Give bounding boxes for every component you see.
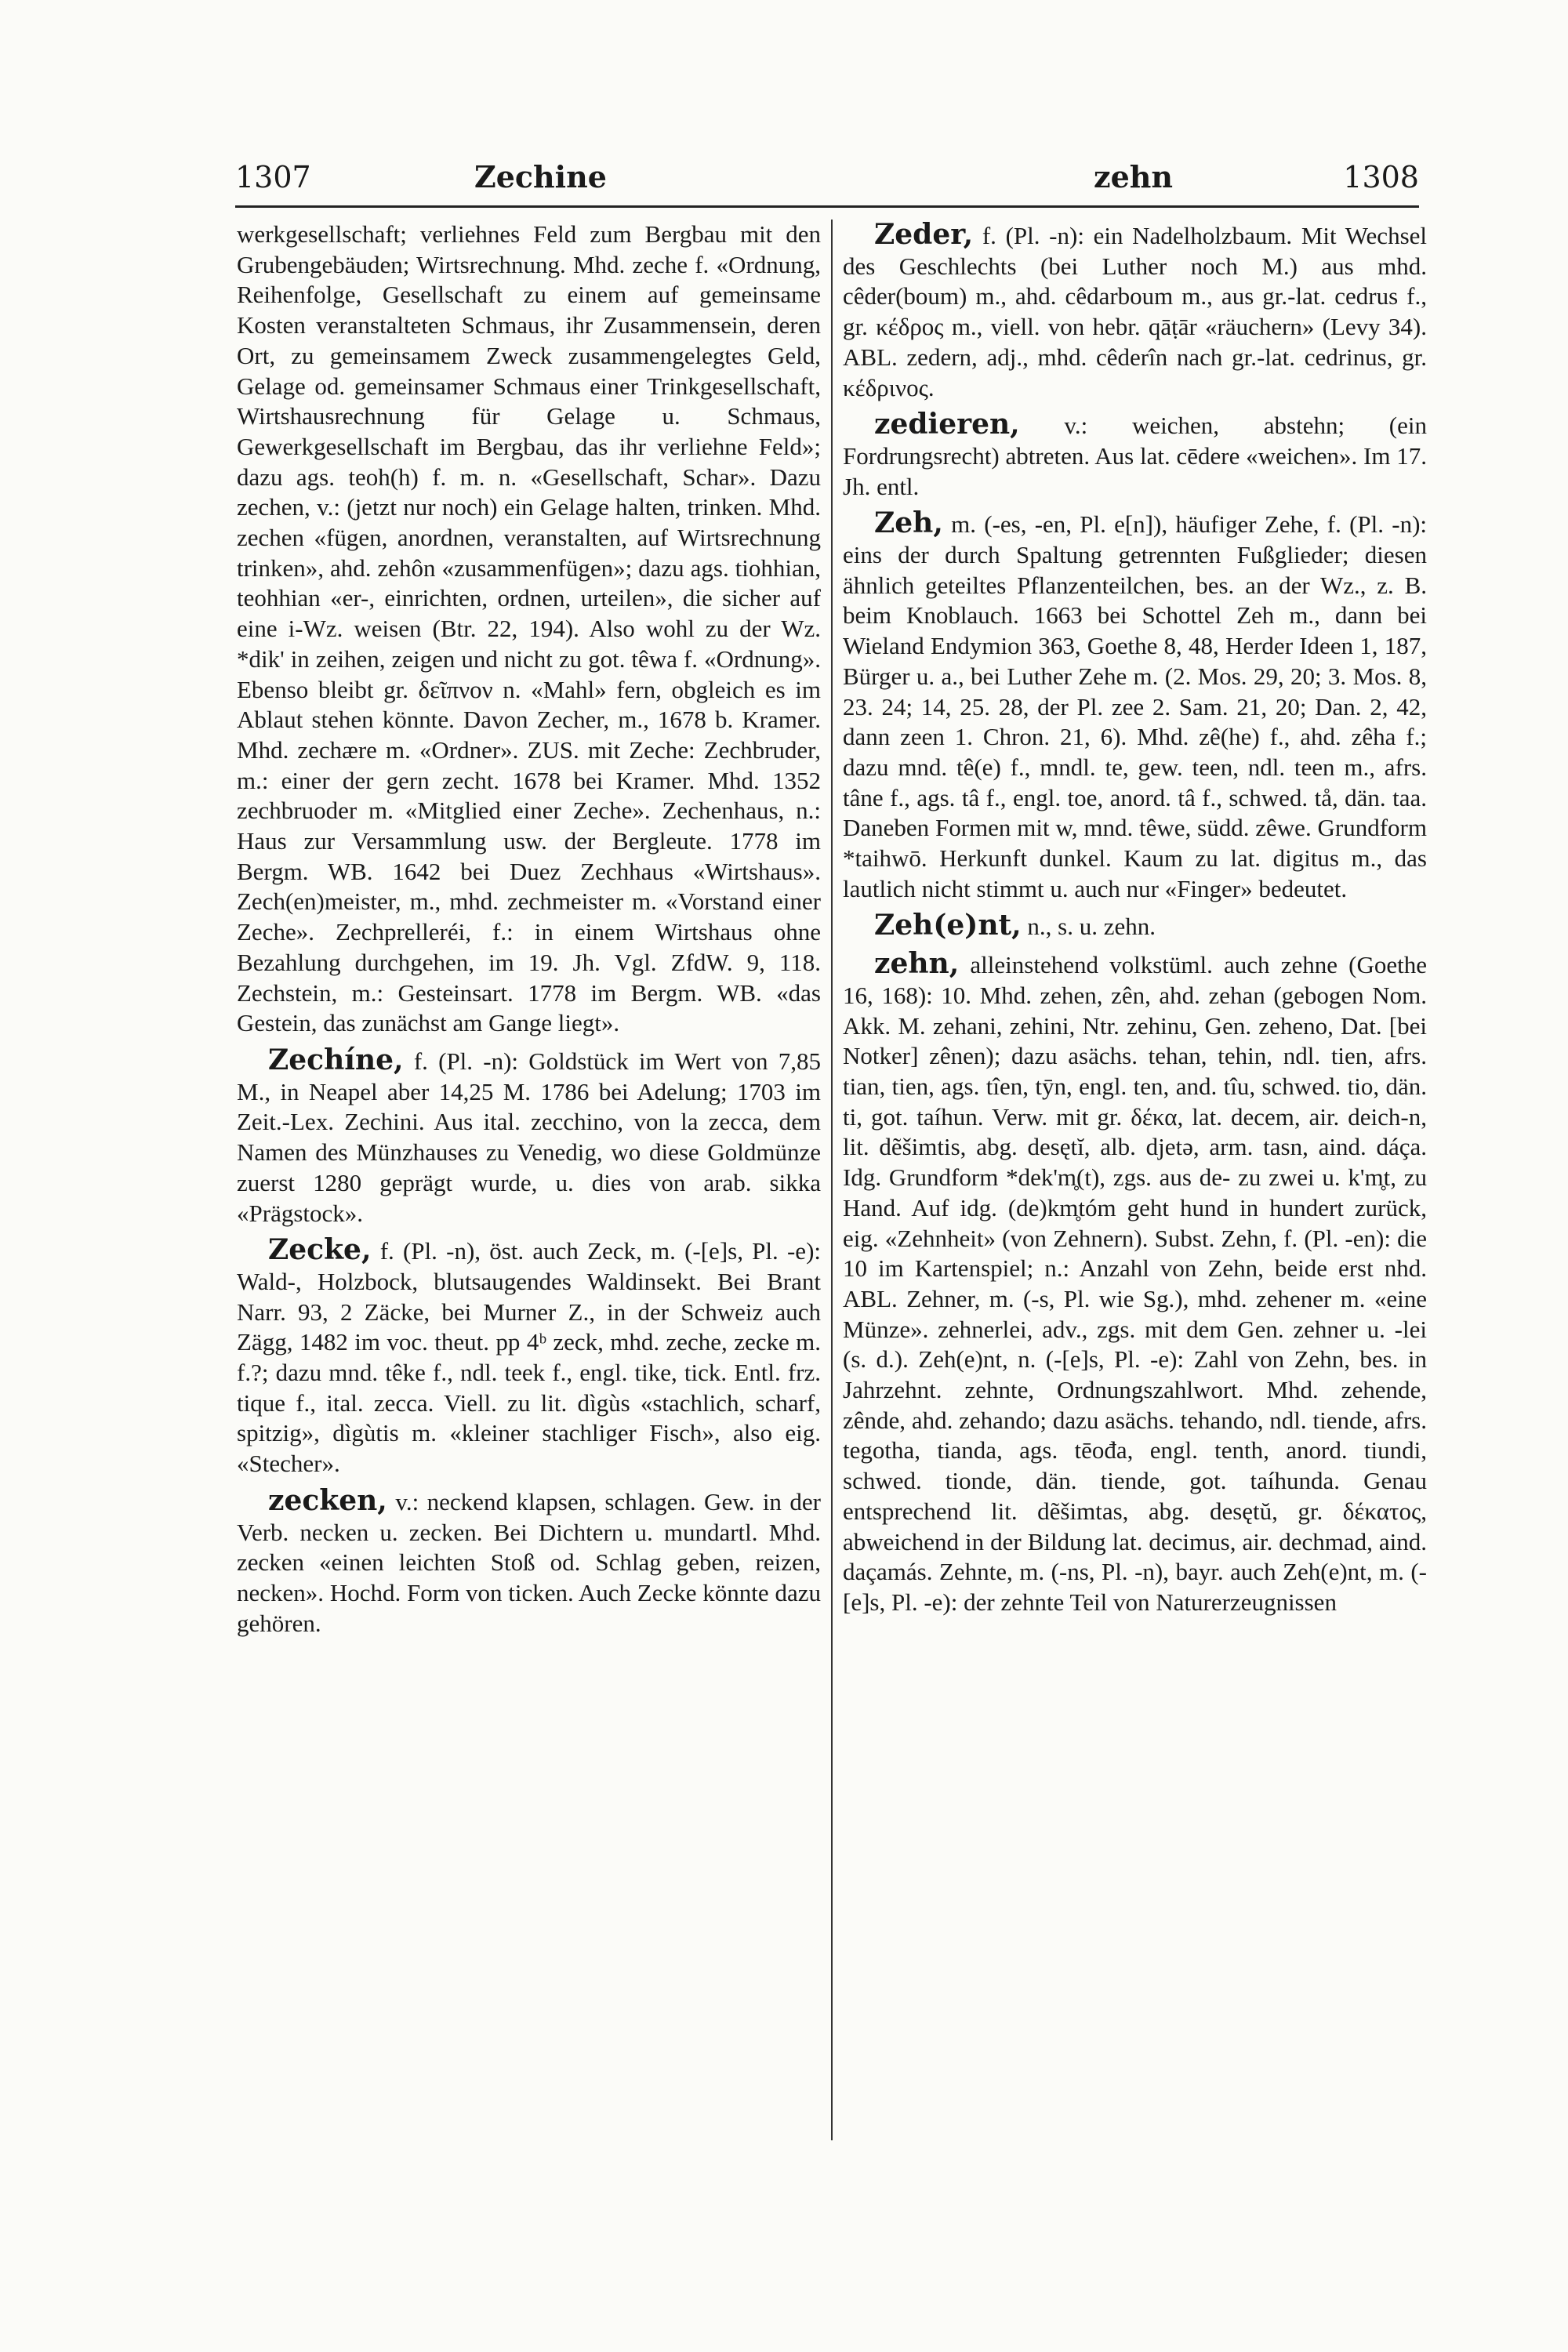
running-header: [235, 155, 1419, 199]
entry-text: f. (Pl. -n): ein Nadelholzbaum. Mit Wechsel des Geschlechts (bei Luther noch M.) aus mhd. cêder(boum) m., ahd. cêdarboum m., aus gr.-lat. cedrus f., gr. κέδρος m., viell. von hebr. qāṭār «räuchern» (Levy 34). ABL. zedern, adj., mhd. cêderîn nach gr.-lat. cedrinus, gr. κέδρινος.: [843, 222, 1428, 401]
left-column: [237, 220, 821, 1639]
dictionary-entry-zeh: [843, 508, 1427, 904]
entry-text: m. (-es, -en, Pl. e[n]), häufiger Zehe, f. (Pl. -n): eins der durch Spaltung getrennten Fußglieder; diesen ähnlich geteiltes Pflanzenteilchen, bes. an der Wz., z. B. beim Knoblauch. 1663 bei Schottel Zeh m., dann bei Wieland Endymion 363, Goethe 8, 48, Herder Ideen 1, 187, Bürger u. a., bei Luther Zehe m. (2. Mos. 29, 20; 3. Mos. 8, 23. 24; 14, 25. 28, der Pl. zee 2. Sam. 21, 20; Dan. 2, 42, dann zeen 1. Chron. 21, 6). Mhd. zê(he) f., ahd. zêha f.; dazu mnd. tê(e) f., mndl. te, gew. teen, ndl. teen m., afrs. tâne f., ags. tâ f., engl. toe, anord. tâ f., schwed. tå, dän. taa. Daneben Formen mit w, mnd. têwe, südd. zêwe. Grundform *taihwō. Herkunft dunkel. Kaum zu lat. digitus m., das lautlich nicht stimmt u. auch nur «Finger» bedeutet.: [843, 510, 1428, 902]
entry-text: v.: neckend klapsen, schlagen. Gew. in der Verb. necken u. zecken. Bei Dichtern u. mundartl. Mhd. zecken «einen leichten Stoß od. Schlag geben, reizen, necken». Hochd. Form von ticken. Auch Zecke könnte dazu gehören.: [237, 1487, 822, 1637]
entry-headword: zedieren,: [874, 408, 1020, 441]
dictionary-entry-zecke: [237, 1235, 821, 1479]
entry-headword: Zechíne,: [268, 1043, 404, 1076]
running-headword-left: Zechine: [474, 159, 607, 194]
entry-text: werkgesellschaft; verliehnes Feld zum Bergbau mit den Grubengebäuden; Wirtsrechnung. Mhd. zeche f. «Ordnung, Reihenfolge, Gesellschaft zu einem auf gemeinsame Kosten veranstalteten Schmaus, ihr Zusammensein, deren Ort, zu gemeinsamem Zweck zusammengelegtes Geld, Gelage od. gemeinsamer Schmaus einer Trinkgesellschaft, Wirtshausrechnung für Gelage u. Schmaus, Gewerkgesellschaft im Bergbau, das ihr verliehne Feld»; dazu ags. teoh(h) f. m. n. «Gesellschaft, Schar». Dazu zechen, v.: (jetzt nur noch) ein Gelage halten, trinken. Mhd. zechen «fügen, anordnen, veranstalten, auf Wirtsrechnung trinken», ahd. zehôn «zusammenfügen»; dazu ags. tiohhian, teohhian «er-, einrichten, ordnen, urteilen», die sicher auf eine i-Wz. weisen (Btr. 22, 194). Also wohl zu der Wz. *dik' in zeihen, zeigen und nicht zu got. têwa f. «Ordnung». Ebenso bleibt gr. δεῖπνον n. «Mahl» fern, obgleich es im Ablaut stehen könnte. Davon Zecher, m., 1678 b. Kramer. Mhd. zechære m. «Ordner». ZUS. mit Zeche: Zechbruder, m.: einer der gern zecht. 1678 bei Kramer. Mhd. 1352 zechbruoder m. «Mitglied einer Zeche». Zechenhaus, n.: Haus zur Versammlung usw. der Bergleute. 1778 im Bergm. WB. 1642 bei Duez Zechhaus «Wirtshaus». Zech(en)meister, m., mhd. zechmeister m. «Vorstand einer Zeche». Zechprelleréi, f.: in einem Wirtshaus ohne Bezahlung durchgehen, im 19. Jh. Vgl. ZfdW. 9, 118. Zechstein, m.: Gesteinsart. 1778 im Bergm. WB. «das Gestein, das zunächst am Gange liegt».: [237, 220, 821, 1037]
entry-headword: Zecke,: [268, 1233, 372, 1267]
dictionary-entry-zechine: [237, 1045, 821, 1229]
entry-headword: zecken,: [268, 1483, 387, 1517]
dictionary-entry-zehn: [843, 949, 1427, 1617]
column-divider: [831, 220, 833, 2140]
entry-headword: Zeh(e)nt,: [874, 909, 1022, 942]
entry-text: f. (Pl. -n), öst. auch Zeck, m. (-[e]s, Pl. -e): Wald-, Holzbock, blutsaugendes Waldinsekt. Bei Brant Narr. 93, 2 Zäcke, bei Murner Z., in der Schweiz auch Zägg, 1482 im voc. theut. pp 4ᵇ zeck, mhd. zeche, zecke m. f.?; dazu mnd. têke f., ndl. teek f., engl. tike, tick. Entl. frz. tique f., ital. zecca. Viell. zu lit. dìgùs «stachlich, scharf, spitzig», dìgùtis m. «kleiner stachliger Fisch», also eig. «Stecher».: [237, 1237, 821, 1478]
dictionary-entry-zedieren: [843, 409, 1427, 502]
entry-headword: Zeh,: [874, 506, 943, 540]
right-column: [843, 220, 1427, 1618]
entry-continuation: [237, 220, 821, 1039]
entry-text: v.: weichen, abstehn; (ein Fordrungsrecht) abtreten. Aus lat. cēdere «weichen». Im 17. Jh. entl.: [843, 412, 1427, 500]
page-number-right: 1308: [1343, 160, 1419, 194]
dictionary-entry-zeder: [843, 220, 1427, 403]
dictionary-entry-zehent: [843, 910, 1427, 942]
entry-headword: zehn,: [874, 947, 960, 981]
header-rule: [235, 205, 1419, 208]
page-number-left: 1307: [235, 160, 311, 194]
running-headword-right: zehn: [1094, 159, 1174, 194]
entry-headword: Zeder,: [874, 218, 974, 251]
dictionary-entry-zecken: [237, 1483, 822, 1639]
entry-text: n., s. u. zehn.: [1027, 913, 1156, 941]
entry-text: f. (Pl. -n): Goldstück im Wert von 7,85 M., in Neapel aber 14,25 M. 1786 bei Adelung; 1703 im Zeit.-Lex. Zechini. Aus ital. zecchino, von la zecca, dem Namen des Münzhauses zu Venedig, wo diese Goldmünze zuerst 1280 geprägt wurde, u. dies von arab. sikka «Prägstock».: [237, 1047, 821, 1227]
entry-text: alleinstehend volkstüml. auch zehne (Goethe 16, 168): 10. Mhd. zehen, zên, ahd. zehan (gebogen Nom. Akk. M. zehani, zehini, Ntr. zehinu, Gen. zeheno, Dat. [bei Notker] zênen); dazu asächs. tehan, tehin, ndl. tien, afrs. tian, tien, ags. tîen, tȳn, engl. ten, and. tîu, schwed. tio, dän. ti, got. taíhun. Verw. mit gr. δέκα, lat. decem, air. deich-n, lit. dẽšimtis, abg. desętĭ, alb. djetə, arm. tasn, aind. dáça. Idg. Grundform *dek'm̥(t), zgs. aus de- zu zwei u. k'm̥t, zu Hand. Auf idg. (de)km̥tóm geht hund in hundert zurück, eig. «Zehnheit» (von Zehnern). Subst. Zehn, f. (Pl. -en): die 10 im Kartenspiel; n.: Anzahl von Zehn, beide erst nhd. ABL. Zehner, m. (-s, Pl. wie Sg.), mhd. zehener m. «eine Münze». zehnerlei, adv., zgs. mit dem Gen. zehner u. -lei (s. d.). Zeh(e)nt, n. (-[e]s, Pl. -e): Zahl von Zehn, bes. in Jahrzehnt. zehnte, Ordnungszahlwort. Mhd. zehende, zênde, ahd. zehando; dazu asächs. tehando, ndl. tiende, afrs. tegotha, tianda, ags. tēođa, engl. tenth, anord. tiundi, schwed. tionde, dän. tiende, got. taíhunda. Genau entsprechend lit. dẽšimtas, abg. desętŭ, gr. δέκατος, abweichend in der Bildung lat. decimus, air. dechmad, aind. daçamás. Zehnte, m. (-ns, Pl. -n), bayr. auch Zeh(e)nt, m. (-[e]s, Pl. -e): der zehnte Teil von Naturerzeugnissen: [843, 951, 1427, 1616]
